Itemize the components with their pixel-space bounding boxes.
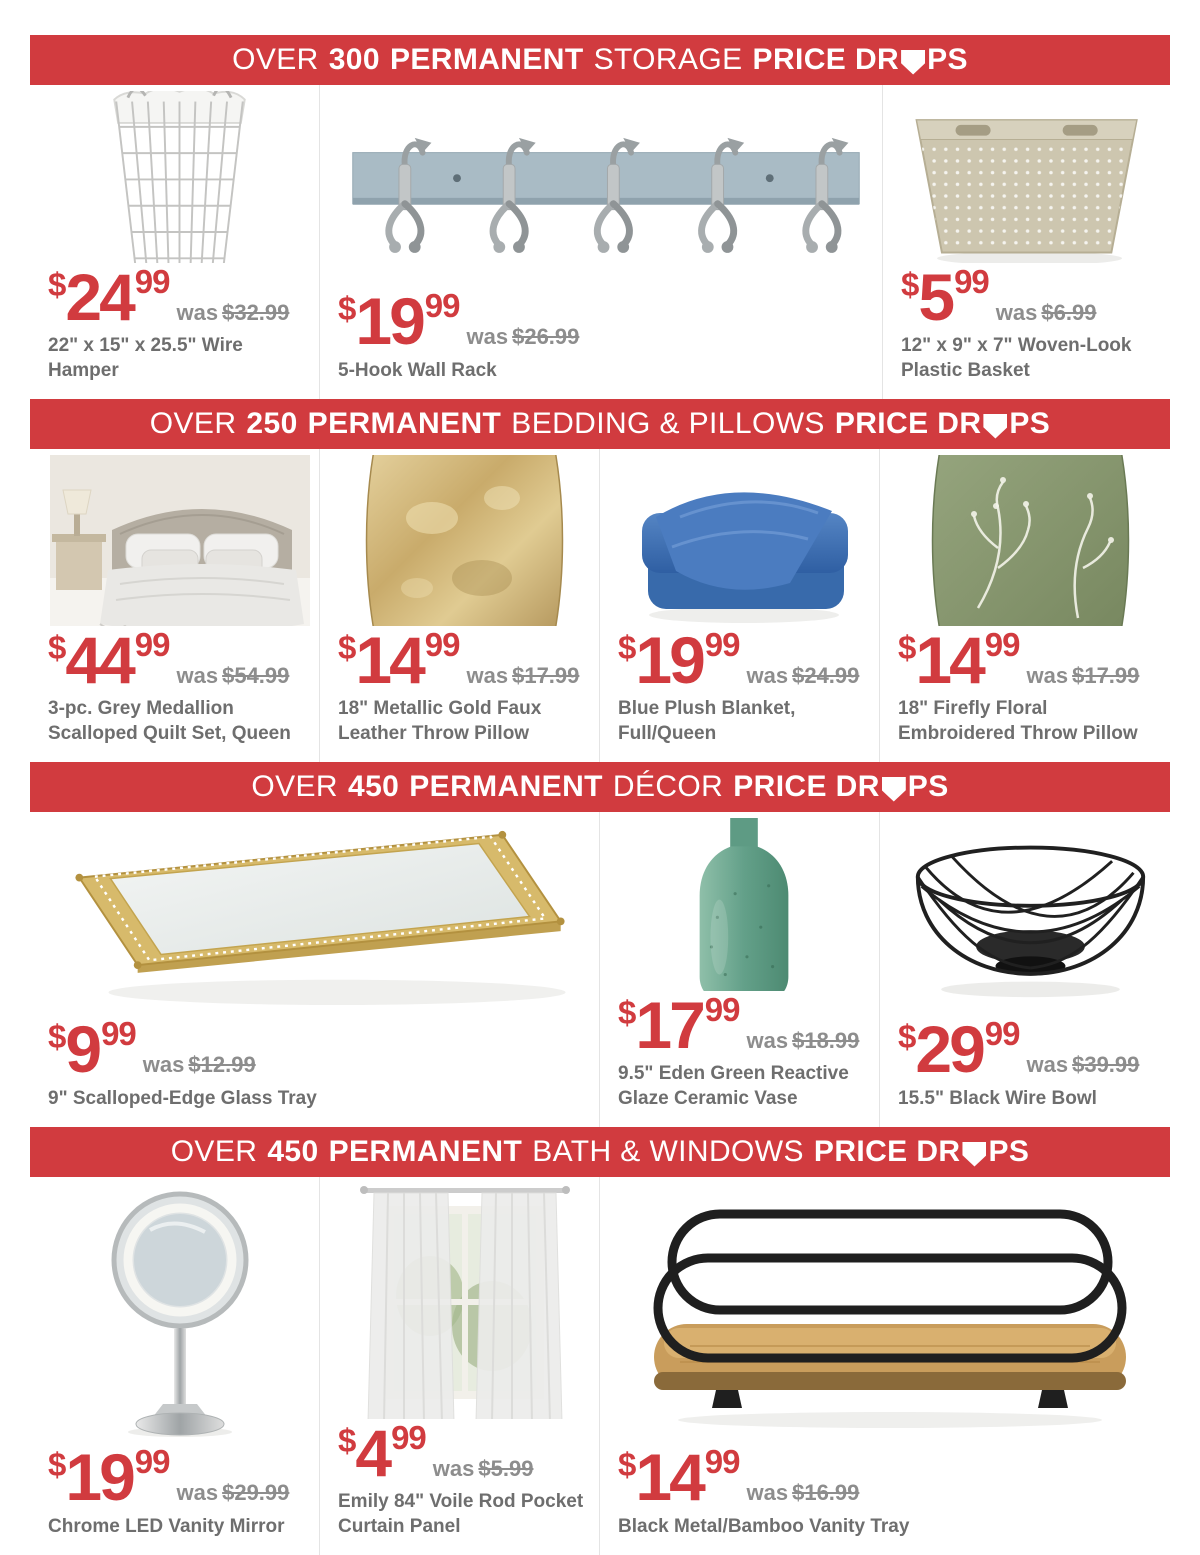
banner-permanent: PERMANENT [389, 43, 584, 76]
gold-pillow-image [338, 455, 591, 626]
currency-symbol: $ [898, 628, 916, 666]
decor-product-row [30, 812, 1170, 1127]
product-price: $1999was $24.99 [618, 622, 860, 697]
product-price: $499was $5.99 [338, 1415, 534, 1490]
price-drops-wordmark: PRICE DR PS [834, 407, 1051, 440]
price-drops-wordmark: PRICE DR PS [813, 1135, 1030, 1168]
product-card-glass-tray[interactable] [30, 812, 600, 1127]
product-price: $1499was $17.99 [898, 622, 1140, 697]
currency-symbol: $ [48, 1446, 66, 1484]
currency-symbol: $ [618, 628, 636, 666]
currency-symbol: $ [338, 290, 356, 328]
product-price: $599was $6.99 [901, 259, 1097, 334]
wire-bowl-image [898, 818, 1162, 1015]
product-price: $4499was $54.99 [48, 622, 290, 697]
price-drops-wordmark: PRICE DR PS [733, 770, 949, 803]
banner-storage [30, 35, 1170, 85]
product-price: $1999was $29.99 [48, 1440, 290, 1515]
was-price: was $17.99 [466, 662, 580, 688]
was-price: was $39.99 [1026, 1052, 1140, 1078]
banner-category: STORAGE [593, 43, 743, 76]
product-price: $2499was $32.99 [48, 259, 290, 334]
floral-pillow-image [898, 455, 1162, 626]
vanity-mirror-image [48, 1183, 311, 1443]
price-drops-wordmark [753, 45, 968, 75]
product-name: Black Metal/Bamboo Vanity Tray [618, 1515, 910, 1537]
quilt-set-image [48, 455, 311, 626]
vanity-tray-image [618, 1183, 1162, 1443]
product-name: Chrome LED Vanity Mirror [48, 1515, 285, 1537]
home-shield-icon [962, 1142, 986, 1167]
product-card-hook-rack[interactable] [320, 85, 883, 399]
banner-count: 300 [328, 43, 380, 76]
banner-bath-windows: OVER 450 PERMANENT BATH & WINDOWS PRICE DR PS [30, 1127, 1170, 1177]
product-name: 18" Metallic Gold Faux Leather Throw Pillow [338, 698, 542, 744]
currency-symbol: $ [901, 265, 919, 303]
plastic-basket-image [901, 91, 1162, 263]
was-price: was $17.99 [1026, 662, 1140, 688]
product-price: $1999was $26.99 [338, 284, 580, 359]
product-price: $2999was $39.99 [898, 1012, 1140, 1087]
storage-product-row [30, 85, 1170, 399]
product-name: 18" Firefly Floral Embroidered Throw Pillow [898, 698, 1138, 744]
product-card-wire-bowl[interactable] [880, 812, 1170, 1127]
glass-tray-image [48, 818, 591, 1015]
product-card-ceramic-vase[interactable] [600, 812, 880, 1127]
wire-hamper-image [48, 91, 311, 263]
banner-bedding-pillows: OVER 250 PERMANENT BEDDING & PILLOWS PRICE DR PS [30, 399, 1170, 449]
product-name: 5-Hook Wall Rack [338, 359, 497, 381]
product-card-quilt-set[interactable] [30, 449, 320, 762]
banner-decor: OVER 450 PERMANENT DÉCOR PRICE DR PS [30, 762, 1170, 812]
product-card-blue-blanket[interactable] [600, 449, 880, 762]
home-shield-icon [983, 414, 1007, 439]
currency-symbol: $ [338, 628, 356, 666]
ceramic-vase-image [618, 818, 871, 991]
product-name: Blue Plush Blanket, Full/Queen [618, 698, 796, 744]
product-price: $999was $12.99 [48, 1012, 256, 1087]
product-card-vanity-tray[interactable] [600, 1177, 1170, 1555]
was-price: was $54.99 [176, 662, 290, 688]
product-card-vanity-mirror[interactable] [30, 1177, 320, 1555]
product-card-plastic-basket[interactable] [883, 85, 1170, 399]
was-price: was $16.99 [746, 1480, 860, 1506]
was-price: was $12.99 [142, 1052, 256, 1078]
blue-blanket-image [618, 455, 871, 626]
product-name: 9" Scalloped-Edge Glass Tray [48, 1087, 317, 1109]
product-name: 12" x 9" x 7" Woven-Look Plastic Basket [901, 335, 1132, 381]
was-price: was $18.99 [746, 1027, 860, 1053]
was-price: was $26.99 [466, 324, 580, 350]
ps-text: PS [927, 43, 968, 76]
curtain-panel-image [338, 1183, 591, 1419]
currency-symbol: $ [618, 1446, 636, 1484]
product-name: 3-pc. Grey Medallion Scalloped Quilt Set, Queen [48, 698, 291, 744]
was-price: was $5.99 [432, 1455, 534, 1481]
product-card-floral-pillow[interactable] [880, 449, 1170, 762]
was-price: was $29.99 [176, 1480, 290, 1506]
currency-symbol: $ [48, 1018, 66, 1056]
bedding-product-row [30, 449, 1170, 762]
product-price: $1799was $18.99 [618, 987, 860, 1062]
was-price: was $6.99 [995, 299, 1097, 325]
currency-symbol: $ [338, 1421, 356, 1459]
hook-rack-image [338, 91, 874, 287]
currency-symbol: $ [618, 993, 636, 1031]
product-name: 22" x 15" x 25.5" Wire Hamper [48, 335, 243, 381]
was-price: was $24.99 [746, 662, 860, 688]
product-name: Emily 84" Voile Rod Pocket Curtain Panel [338, 1491, 584, 1537]
bath-product-row [30, 1177, 1170, 1555]
currency-symbol: $ [48, 628, 66, 666]
product-card-curtain-panel[interactable] [320, 1177, 600, 1555]
currency-symbol: $ [898, 1018, 916, 1056]
currency-symbol: $ [48, 265, 66, 303]
product-card-wire-hamper[interactable] [30, 85, 320, 399]
banner-over: OVER [232, 43, 319, 76]
home-shield-icon [882, 777, 906, 802]
product-name: 9.5" Eden Green Reactive Glaze Ceramic Vase [618, 1063, 849, 1109]
product-price: $1499was $17.99 [338, 622, 580, 697]
was-price: was $32.99 [176, 299, 290, 325]
product-name: 15.5" Black Wire Bowl [898, 1087, 1097, 1109]
price-dr-text: PRICE DR [752, 43, 900, 76]
product-card-gold-pillow[interactable] [320, 449, 600, 762]
home-shield-icon [901, 50, 925, 75]
product-price: $1499was $16.99 [618, 1440, 860, 1515]
